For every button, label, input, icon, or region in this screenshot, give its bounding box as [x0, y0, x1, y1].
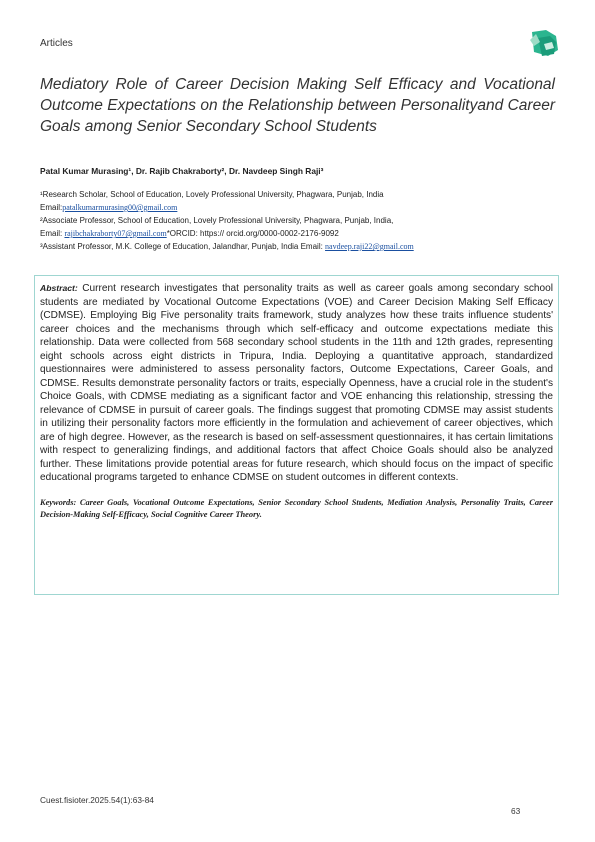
- section-label: Articles: [40, 38, 73, 49]
- affiliations: [40, 188, 555, 253]
- keywords: Keywords: Career Goals, Vocational Outcome Expectations, Senior Secondary School Students, Mediation Analysis, Personality Traits, Career Decision-Making Self-Efficacy, Social Cognitive Career Theory.: [40, 497, 553, 519]
- affiliation-2: ²Associate Professor, School of Education, Lovely Professional University, Phagwara, Punjab, India,: [40, 216, 394, 225]
- email-label: Email:: [40, 203, 63, 212]
- abstract-paragraph: [40, 282, 553, 485]
- abstract-label: Abstract:: [40, 283, 78, 293]
- abstract-text: Current research investigates that personality traits as well as career goals among secondary school students are mediated by Vocational Outcome Expectations (VOE) and Career Decision Making Self Efficacy (CDMSE). Employing Big Five personality traits framework, study analyzes how these traits influence students' career choices and the mechanisms through which self-efficacy and outcome expectations mediate this relationship. Data were collected from 568 secondary school students in the 11th and 12th grades, representing eight schools across eight districts in Tripura, India. Deploying a quantitative approach, standardized questionnaires were administered to assess personality factors, Outcome Expectations, Career Goals, and CDMSE. Results demonstrate personality factors or traits, especially Openness, have a crucial role in the student's Choice Goals, with CDMSE mediating as a significant factor and VOE enhancing this relationship, stressing the relevance of CDMSE in pursuit of career goals. The findings suggest that promoting CDMSE may assist students in utilizing their personality factors more efficiently in the formulation and achievement of career objectives, which are of high degree. However, as the research is based on self-assessment questionnaires, it has certain limitations with respect to generalizing findings, and additional factors that affect Choice Goals should also be analyzed further. These limitations provide potential areas for future research, which should focus on the impact of specific educational programs targeted to enhance CDMSE on student outcomes in different contexts.: [40, 283, 553, 483]
- affiliation-3-text: ³Assistant Professor, M.K. College of Education, Jalandhar, Punjab, India Email:: [40, 242, 326, 251]
- author-list: Patal Kumar Murasing¹, Dr. Rajib Chakraborty², Dr. Navdeep Singh Raji³: [40, 166, 324, 176]
- leaf-logo-icon: [528, 28, 560, 58]
- email-label: Email:: [40, 229, 65, 238]
- affiliation-3: [40, 240, 555, 253]
- affiliation-1-email-line: [40, 201, 555, 214]
- email-link-1[interactable]: patalkumarmurasing00@gmail.com: [62, 203, 178, 212]
- page-number: 63: [511, 806, 521, 816]
- email-link-2[interactable]: rajibchakraborty07@gmail.com: [64, 229, 167, 238]
- paper-title: Mediatory Role of Career Decision Making Self Efficacy and Vocational Outcome Expectations on the Relationship between Personalityand Career Goals among Senior Secondary School Students: [40, 76, 555, 135]
- orcid-text: *ORCID: https:// orcid.org/0000-0002-2176-9092: [166, 229, 339, 238]
- affiliation-1: ¹Research Scholar, School of Education, Lovely Professional University, Phagwara, Punjab, India: [40, 190, 384, 199]
- journal-citation: Cuest.fisioter.2025.54(1):63-84: [40, 795, 154, 805]
- email-link-3[interactable]: navdeep.raji22@gmail.com: [325, 242, 414, 251]
- affiliation-2-email-line: [40, 227, 555, 240]
- abstract-box: [34, 275, 559, 595]
